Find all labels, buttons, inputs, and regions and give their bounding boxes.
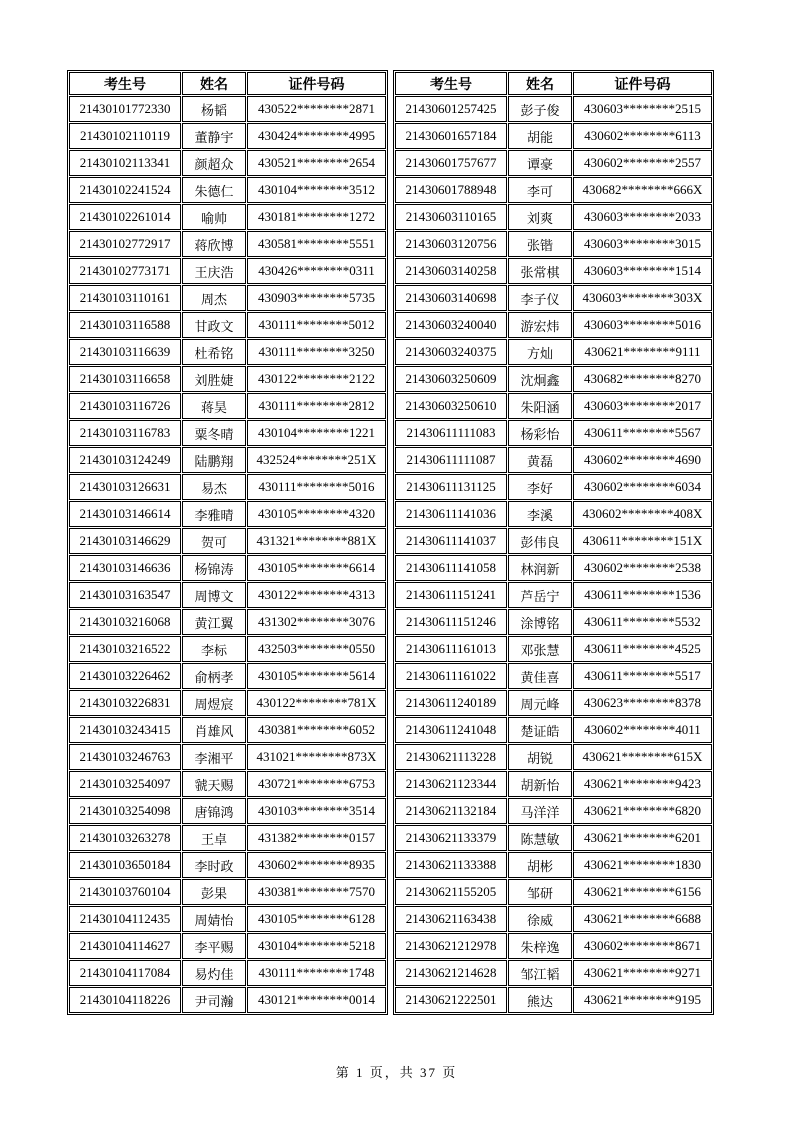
cell-name: 涂博铭	[508, 609, 572, 635]
cell-name: 芦岳宁	[508, 582, 572, 608]
table-row	[395, 474, 712, 500]
cell-name: 李可	[508, 177, 572, 203]
table-row	[69, 123, 386, 149]
cell-candidate-number: 21430102113341	[69, 150, 181, 176]
table-row	[395, 96, 712, 122]
cell-id-number: 430611********5517	[573, 663, 712, 689]
table-row	[395, 366, 712, 392]
cell-id-number: 430682********666X	[573, 177, 712, 203]
table-row	[395, 960, 712, 986]
cell-id-number: 430111********5016	[247, 474, 386, 500]
table-row	[69, 987, 386, 1013]
cell-name: 李子仪	[508, 285, 572, 311]
table-row	[395, 690, 712, 716]
cell-id-number: 430104********3512	[247, 177, 386, 203]
table-row	[69, 636, 386, 662]
col-header-candidate-number: 考生号	[69, 72, 181, 95]
cell-name: 杨韬	[182, 96, 246, 122]
cell-id-number: 430621********6201	[573, 825, 712, 851]
cell-name: 刘胜婕	[182, 366, 246, 392]
cell-name: 彭伟良	[508, 528, 572, 554]
cell-id-number: 430426********0311	[247, 258, 386, 284]
table-row	[69, 204, 386, 230]
table-row	[69, 933, 386, 959]
cell-name: 李标	[182, 636, 246, 662]
cell-id-number: 430621********6820	[573, 798, 712, 824]
cell-candidate-number: 21430103110161	[69, 285, 181, 311]
cell-name: 李湘平	[182, 744, 246, 770]
cell-candidate-number: 21430102110119	[69, 123, 181, 149]
cell-id-number: 431302********3076	[247, 609, 386, 635]
table-row	[69, 177, 386, 203]
table-body-left	[69, 96, 386, 1013]
cell-id-number: 430621********9111	[573, 339, 712, 365]
cell-candidate-number: 21430103760104	[69, 879, 181, 905]
cell-candidate-number: 21430103254098	[69, 798, 181, 824]
table-row	[395, 663, 712, 689]
cell-name: 朱阳涵	[508, 393, 572, 419]
table-row	[395, 258, 712, 284]
cell-candidate-number: 21430611141037	[395, 528, 507, 554]
cell-id-number: 430621********6156	[573, 879, 712, 905]
table-row	[69, 798, 386, 824]
cell-name: 易灼佳	[182, 960, 246, 986]
cell-id-number: 431321********881X	[247, 528, 386, 554]
cell-name: 胡锐	[508, 744, 572, 770]
cell-id-number: 430602********8671	[573, 933, 712, 959]
cell-name: 粟冬晴	[182, 420, 246, 446]
table-row	[395, 123, 712, 149]
table-row	[395, 447, 712, 473]
table-row	[395, 906, 712, 932]
cell-id-number: 432503********0550	[247, 636, 386, 662]
cell-name: 邹江韬	[508, 960, 572, 986]
cell-candidate-number: 21430621132184	[395, 798, 507, 824]
table-row	[69, 879, 386, 905]
cell-id-number: 430521********2654	[247, 150, 386, 176]
cell-candidate-number: 21430103650184	[69, 852, 181, 878]
cell-id-number: 430105********4320	[247, 501, 386, 527]
cell-id-number: 430621********1830	[573, 852, 712, 878]
cell-candidate-number: 21430611151246	[395, 609, 507, 635]
cell-name: 熊达	[508, 987, 572, 1013]
table-row	[69, 609, 386, 635]
cell-name: 李时政	[182, 852, 246, 878]
cell-id-number: 430611********5567	[573, 420, 712, 446]
cell-candidate-number: 21430611161022	[395, 663, 507, 689]
table-row	[69, 960, 386, 986]
cell-candidate-number: 21430603250609	[395, 366, 507, 392]
page-number-footer: 第 1 页，共 37 页	[335, 1065, 458, 1080]
cell-id-number: 430602********8935	[247, 852, 386, 878]
cell-candidate-number: 21430102261014	[69, 204, 181, 230]
table-row	[395, 609, 712, 635]
cell-candidate-number: 21430603140258	[395, 258, 507, 284]
cell-id-number: 430602********4011	[573, 717, 712, 743]
cell-candidate-number: 21430603120756	[395, 231, 507, 257]
cell-name: 尹司瀚	[182, 987, 246, 1013]
cell-id-number: 430611********1536	[573, 582, 712, 608]
table-row	[395, 798, 712, 824]
cell-name: 李平赐	[182, 933, 246, 959]
cell-name: 周元峰	[508, 690, 572, 716]
table-row	[395, 852, 712, 878]
table-row	[395, 717, 712, 743]
cell-id-number: 430621********615X	[573, 744, 712, 770]
candidate-tables-container	[67, 70, 714, 1015]
cell-name: 楚证皓	[508, 717, 572, 743]
cell-name: 杜希铭	[182, 339, 246, 365]
cell-id-number: 430111********3250	[247, 339, 386, 365]
cell-id-number: 430721********6753	[247, 771, 386, 797]
table-row	[395, 636, 712, 662]
cell-candidate-number: 21430603110165	[395, 204, 507, 230]
table-row	[69, 258, 386, 284]
cell-candidate-number: 21430103146636	[69, 555, 181, 581]
cell-name: 蒋昊	[182, 393, 246, 419]
cell-id-number: 430621********9195	[573, 987, 712, 1013]
col-header-candidate-number: 考生号	[395, 72, 507, 95]
candidate-table-left	[67, 70, 388, 1015]
cell-id-number: 430621********9423	[573, 771, 712, 797]
cell-candidate-number: 21430104112435	[69, 906, 181, 932]
cell-candidate-number: 21430611141058	[395, 555, 507, 581]
table-row	[69, 96, 386, 122]
cell-name: 俞柄孝	[182, 663, 246, 689]
cell-id-number: 430602********2557	[573, 150, 712, 176]
cell-id-number: 432524********251X	[247, 447, 386, 473]
cell-name: 黄江翼	[182, 609, 246, 635]
table-row	[69, 582, 386, 608]
cell-candidate-number: 21430103146614	[69, 501, 181, 527]
table-row	[69, 339, 386, 365]
table-row	[395, 177, 712, 203]
cell-name: 喻帅	[182, 204, 246, 230]
cell-name: 陆鹏翔	[182, 447, 246, 473]
col-header-name: 姓名	[182, 72, 246, 95]
table-row	[69, 528, 386, 554]
table-row	[69, 420, 386, 446]
cell-name: 周杰	[182, 285, 246, 311]
cell-id-number: 430381********7570	[247, 879, 386, 905]
cell-id-number: 430122********781X	[247, 690, 386, 716]
table-row	[69, 825, 386, 851]
cell-id-number: 430602********6113	[573, 123, 712, 149]
table-row	[395, 285, 712, 311]
cell-id-number: 430602********4690	[573, 447, 712, 473]
table-row	[69, 501, 386, 527]
table-row	[69, 285, 386, 311]
cell-name: 彭子俊	[508, 96, 572, 122]
cell-id-number: 430522********2871	[247, 96, 386, 122]
col-header-name: 姓名	[508, 72, 572, 95]
cell-id-number: 430603********303X	[573, 285, 712, 311]
cell-name: 林润新	[508, 555, 572, 581]
cell-name: 方灿	[508, 339, 572, 365]
cell-id-number: 430381********6052	[247, 717, 386, 743]
cell-name: 王卓	[182, 825, 246, 851]
cell-candidate-number: 21430103216068	[69, 609, 181, 635]
cell-id-number: 430111********2812	[247, 393, 386, 419]
cell-id-number: 430603********2515	[573, 96, 712, 122]
table-row	[395, 933, 712, 959]
table-row	[69, 447, 386, 473]
table-row	[395, 555, 712, 581]
cell-candidate-number: 21430103226831	[69, 690, 181, 716]
candidate-table-right	[393, 70, 714, 1015]
table-row	[395, 744, 712, 770]
cell-name: 甘政文	[182, 312, 246, 338]
cell-name: 周婧怡	[182, 906, 246, 932]
cell-candidate-number: 21430103116783	[69, 420, 181, 446]
cell-candidate-number: 21430103263278	[69, 825, 181, 851]
table-row	[69, 717, 386, 743]
cell-candidate-number: 21430621163438	[395, 906, 507, 932]
cell-name: 陈慧敏	[508, 825, 572, 851]
cell-name: 董静宇	[182, 123, 246, 149]
table-row	[69, 555, 386, 581]
cell-candidate-number: 21430101772330	[69, 96, 181, 122]
cell-candidate-number: 21430601757677	[395, 150, 507, 176]
cell-id-number: 430903********5735	[247, 285, 386, 311]
cell-name: 胡新怡	[508, 771, 572, 797]
cell-candidate-number: 21430611161013	[395, 636, 507, 662]
cell-candidate-number: 21430103116658	[69, 366, 181, 392]
cell-candidate-number: 21430621155205	[395, 879, 507, 905]
cell-id-number: 430181********1272	[247, 204, 386, 230]
col-header-id-number: 证件号码	[573, 72, 712, 95]
cell-candidate-number: 21430621222501	[395, 987, 507, 1013]
cell-name: 黄佳喜	[508, 663, 572, 689]
cell-name: 杨彩怡	[508, 420, 572, 446]
cell-name: 胡彬	[508, 852, 572, 878]
cell-name: 李好	[508, 474, 572, 500]
cell-id-number: 430111********1748	[247, 960, 386, 986]
cell-name: 朱德仁	[182, 177, 246, 203]
cell-candidate-number: 21430611141036	[395, 501, 507, 527]
cell-id-number: 430121********0014	[247, 987, 386, 1013]
table-row	[395, 582, 712, 608]
cell-candidate-number: 21430603240040	[395, 312, 507, 338]
table-row	[395, 393, 712, 419]
cell-id-number: 430602********408X	[573, 501, 712, 527]
table-row	[69, 393, 386, 419]
cell-name: 李溪	[508, 501, 572, 527]
cell-name: 易杰	[182, 474, 246, 500]
cell-name: 邹研	[508, 879, 572, 905]
cell-name: 蒋欣博	[182, 231, 246, 257]
cell-candidate-number: 21430601657184	[395, 123, 507, 149]
header-row	[69, 72, 386, 95]
cell-name: 张锴	[508, 231, 572, 257]
cell-name: 马洋洋	[508, 798, 572, 824]
cell-name: 虢天赐	[182, 771, 246, 797]
cell-id-number: 430602********6034	[573, 474, 712, 500]
cell-candidate-number: 21430103226462	[69, 663, 181, 689]
cell-candidate-number: 21430603140698	[395, 285, 507, 311]
cell-name: 李雅晴	[182, 501, 246, 527]
cell-candidate-number: 21430103126631	[69, 474, 181, 500]
cell-candidate-number: 21430103246763	[69, 744, 181, 770]
cell-name: 张常棋	[508, 258, 572, 284]
cell-candidate-number: 21430103124249	[69, 447, 181, 473]
table-row	[395, 150, 712, 176]
table-row	[69, 366, 386, 392]
cell-name: 周煜宸	[182, 690, 246, 716]
table-row	[395, 339, 712, 365]
table-row	[395, 771, 712, 797]
cell-id-number: 430602********2538	[573, 555, 712, 581]
cell-id-number: 431382********0157	[247, 825, 386, 851]
cell-candidate-number: 21430103116639	[69, 339, 181, 365]
cell-candidate-number: 21430103116588	[69, 312, 181, 338]
table-row	[69, 906, 386, 932]
cell-name: 邓张慧	[508, 636, 572, 662]
cell-id-number: 430611********5532	[573, 609, 712, 635]
table-row	[395, 987, 712, 1013]
table-row	[395, 879, 712, 905]
cell-id-number: 430603********2017	[573, 393, 712, 419]
table-row	[69, 852, 386, 878]
cell-candidate-number: 21430611240189	[395, 690, 507, 716]
cell-id-number: 430105********6128	[247, 906, 386, 932]
table-row	[69, 312, 386, 338]
cell-id-number: 430111********5012	[247, 312, 386, 338]
cell-id-number: 430424********4995	[247, 123, 386, 149]
cell-name: 彭果	[182, 879, 246, 905]
table-row	[69, 690, 386, 716]
table-body-right	[395, 96, 712, 1013]
cell-candidate-number: 21430102772917	[69, 231, 181, 257]
cell-candidate-number: 21430621133379	[395, 825, 507, 851]
cell-name: 黄磊	[508, 447, 572, 473]
cell-candidate-number: 21430601788948	[395, 177, 507, 203]
cell-name: 沈炯鑫	[508, 366, 572, 392]
cell-candidate-number: 21430611111087	[395, 447, 507, 473]
cell-id-number: 430103********3514	[247, 798, 386, 824]
cell-candidate-number: 21430103216522	[69, 636, 181, 662]
cell-id-number: 430611********4525	[573, 636, 712, 662]
cell-candidate-number: 21430102241524	[69, 177, 181, 203]
cell-id-number: 430621********6688	[573, 906, 712, 932]
cell-candidate-number: 21430601257425	[395, 96, 507, 122]
cell-candidate-number: 21430611131125	[395, 474, 507, 500]
cell-id-number: 430105********5614	[247, 663, 386, 689]
cell-candidate-number: 21430103254097	[69, 771, 181, 797]
cell-candidate-number: 21430104117084	[69, 960, 181, 986]
cell-name: 游宏炜	[508, 312, 572, 338]
cell-candidate-number: 21430621212978	[395, 933, 507, 959]
cell-id-number: 430603********2033	[573, 204, 712, 230]
cell-id-number: 430122********4313	[247, 582, 386, 608]
cell-candidate-number: 21430103116726	[69, 393, 181, 419]
cell-name: 刘爽	[508, 204, 572, 230]
cell-candidate-number: 21430603240375	[395, 339, 507, 365]
table-row	[69, 474, 386, 500]
cell-id-number: 430623********8378	[573, 690, 712, 716]
table-row	[395, 204, 712, 230]
cell-id-number: 430105********6614	[247, 555, 386, 581]
cell-id-number: 430603********3015	[573, 231, 712, 257]
table-row	[69, 663, 386, 689]
cell-candidate-number: 21430103146629	[69, 528, 181, 554]
cell-candidate-number: 21430103243415	[69, 717, 181, 743]
cell-id-number: 430603********5016	[573, 312, 712, 338]
cell-id-number: 430104********1221	[247, 420, 386, 446]
header-row	[395, 72, 712, 95]
cell-candidate-number: 21430611151241	[395, 582, 507, 608]
cell-name: 王庆浩	[182, 258, 246, 284]
cell-id-number: 430682********8270	[573, 366, 712, 392]
cell-id-number: 430581********5551	[247, 231, 386, 257]
cell-name: 胡能	[508, 123, 572, 149]
cell-candidate-number: 21430103163547	[69, 582, 181, 608]
table-row	[395, 312, 712, 338]
cell-name: 贺可	[182, 528, 246, 554]
cell-name: 周博文	[182, 582, 246, 608]
cell-candidate-number: 21430603250610	[395, 393, 507, 419]
cell-name: 唐锦鸿	[182, 798, 246, 824]
cell-candidate-number: 21430621133388	[395, 852, 507, 878]
col-header-id-number: 证件号码	[247, 72, 386, 95]
cell-id-number: 430611********151X	[573, 528, 712, 554]
cell-name: 徐威	[508, 906, 572, 932]
cell-id-number: 430122********2122	[247, 366, 386, 392]
cell-candidate-number: 21430621113228	[395, 744, 507, 770]
cell-id-number: 431021********873X	[247, 744, 386, 770]
table-row	[69, 744, 386, 770]
cell-candidate-number: 21430621123344	[395, 771, 507, 797]
cell-name: 杨锦涛	[182, 555, 246, 581]
cell-candidate-number: 21430104118226	[69, 987, 181, 1013]
cell-candidate-number: 21430621214628	[395, 960, 507, 986]
table-row	[395, 231, 712, 257]
cell-candidate-number: 21430102773171	[69, 258, 181, 284]
cell-id-number: 430621********9271	[573, 960, 712, 986]
cell-id-number: 430104********5218	[247, 933, 386, 959]
cell-name: 朱梓逸	[508, 933, 572, 959]
table-row	[69, 150, 386, 176]
table-row	[395, 420, 712, 446]
cell-candidate-number: 21430104114627	[69, 933, 181, 959]
table-row	[69, 771, 386, 797]
table-row	[69, 231, 386, 257]
table-row	[395, 501, 712, 527]
cell-name: 谭豪	[508, 150, 572, 176]
table-row	[395, 528, 712, 554]
cell-candidate-number: 21430611111083	[395, 420, 507, 446]
table-row	[395, 825, 712, 851]
cell-name: 肖雄风	[182, 717, 246, 743]
cell-candidate-number: 21430611241048	[395, 717, 507, 743]
cell-name: 颜超众	[182, 150, 246, 176]
cell-id-number: 430603********1514	[573, 258, 712, 284]
